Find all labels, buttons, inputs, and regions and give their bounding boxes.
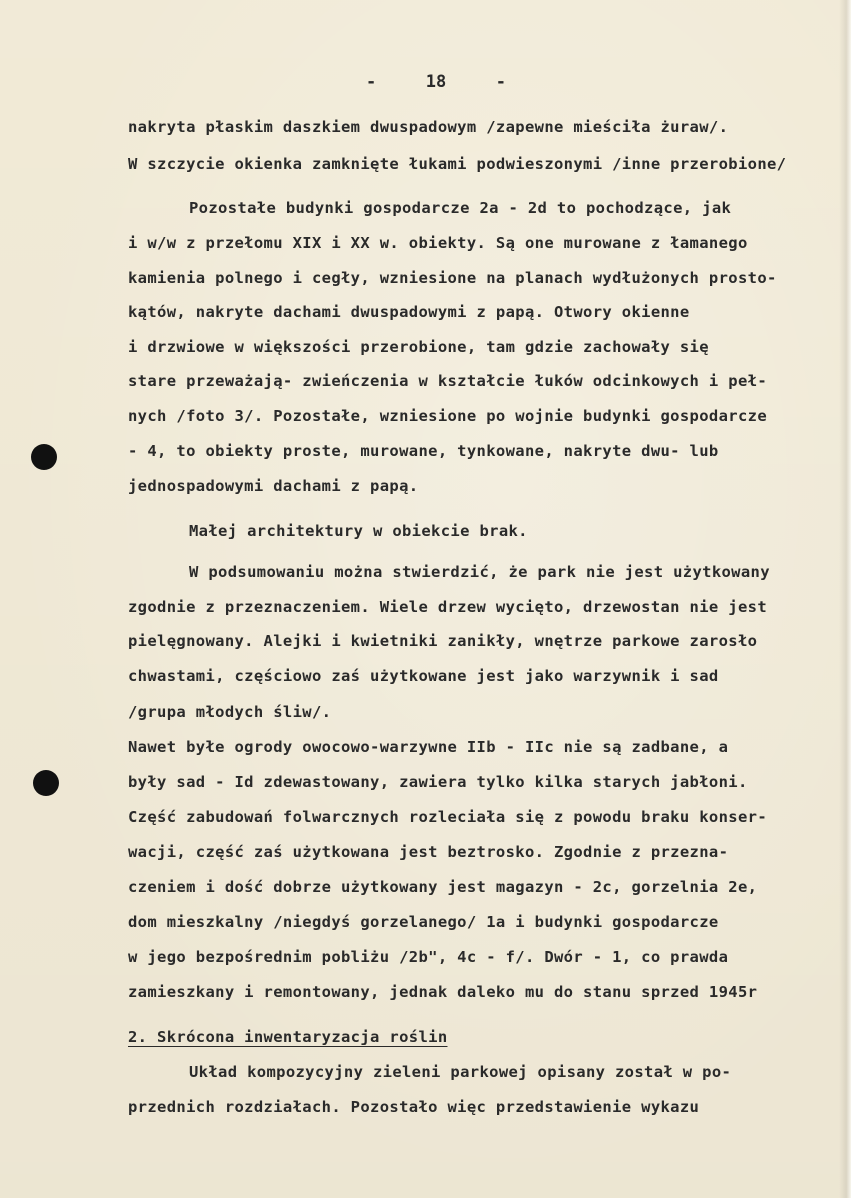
text-line: - 4, to obiekty proste, murowane, tynkowane, nakryte dwu- lub	[128, 442, 719, 460]
text-line: i drzwiowe w większości przerobione, tam gdzie zachowały się	[128, 338, 709, 356]
text-line: były sad - Id zdewastowany, zawiera tylko kilka starych jabłoni.	[128, 773, 748, 791]
text-line: W podsumowaniu można stwierdzić, że park nie jest użytkowany	[189, 563, 770, 581]
text-line: Część zabudowań folwarcznych rozleciała się z powodu braku konser-	[128, 808, 767, 826]
section-heading: 2. Skrócona inwentaryzacja roślin	[128, 1028, 448, 1046]
text-line: Nawet byłe ogrody owocowo-warzywne IIb - IIc nie są zadbane, a	[128, 738, 729, 756]
text-line: stare przeważają- zwieńczenia w kształcie łuków odcinkowych i peł-	[128, 372, 767, 390]
text-line: przednich rozdziałach. Pozostało więc przedstawienie wykazu	[128, 1098, 700, 1116]
punch-hole-upper	[31, 444, 57, 470]
text-line: nakryta płaskim daszkiem dwuspadowym /zapewne mieściła żuraw/.	[128, 118, 729, 136]
page-number-dash-left: -	[366, 72, 377, 92]
text-line: zamieszkany i remontowany, jednak daleko mu do stanu sprzed 1945r	[128, 983, 758, 1001]
text-line: chwastami, częściowo zaś użytkowane jest jako warzywnik i sad	[128, 667, 719, 685]
text-line: dom mieszkalny /niegdyś gorzelanego/ 1a i budynki gospodarcze	[128, 913, 719, 931]
text-line: nych /foto 3/. Pozostałe, wzniesione po wojnie budynki gospodarcze	[128, 407, 767, 425]
text-line: kątów, nakryte dachami dwuspadowymi z papą. Otwory okienne	[128, 303, 690, 321]
text-line: wacji, część zaś użytkowana jest beztrosko. Zgodnie z przezna-	[128, 843, 729, 861]
text-line: W szczycie okienka zamknięte łukami podwieszonymi /inne przerobione/	[128, 155, 787, 173]
punch-hole-lower	[33, 770, 59, 796]
text-line: i w/w z przełomu XIX i XX w. obiekty. Są one murowane z łamanego	[128, 234, 748, 252]
text-line: pielęgnowany. Alejki i kwietniki zanikły, wnętrze parkowe zarosło	[128, 632, 758, 650]
text-line: Układ kompozycyjny zieleni parkowej opisany został w po-	[189, 1063, 732, 1081]
page-number-header	[366, 72, 506, 92]
text-line: /grupa młodych śliw/.	[128, 703, 332, 721]
text-line: w jego bezpośrednim pobliżu /2b", 4c - f/. Dwór - 1, co prawda	[128, 948, 729, 966]
page-number-dash-right: -	[495, 72, 506, 92]
page-number: 18	[425, 72, 447, 92]
text-line: zgodnie z przeznaczeniem. Wiele drzew wycięto, drzewostan nie jest	[128, 598, 767, 616]
text-line: czeniem i dość dobrze użytkowany jest magazyn - 2c, gorzelnia 2e,	[128, 878, 758, 896]
text-line: Małej architektury w obiekcie brak.	[189, 522, 528, 540]
text-line: jednospadowymi dachami z papą.	[128, 477, 419, 495]
page-edge-shadow	[839, 0, 851, 1198]
text-line: kamienia polnego i cegły, wzniesione na planach wydłużonych prosto-	[128, 269, 777, 287]
text-line: Pozostałe budynki gospodarcze 2a - 2d to pochodzące, jak	[189, 199, 732, 217]
